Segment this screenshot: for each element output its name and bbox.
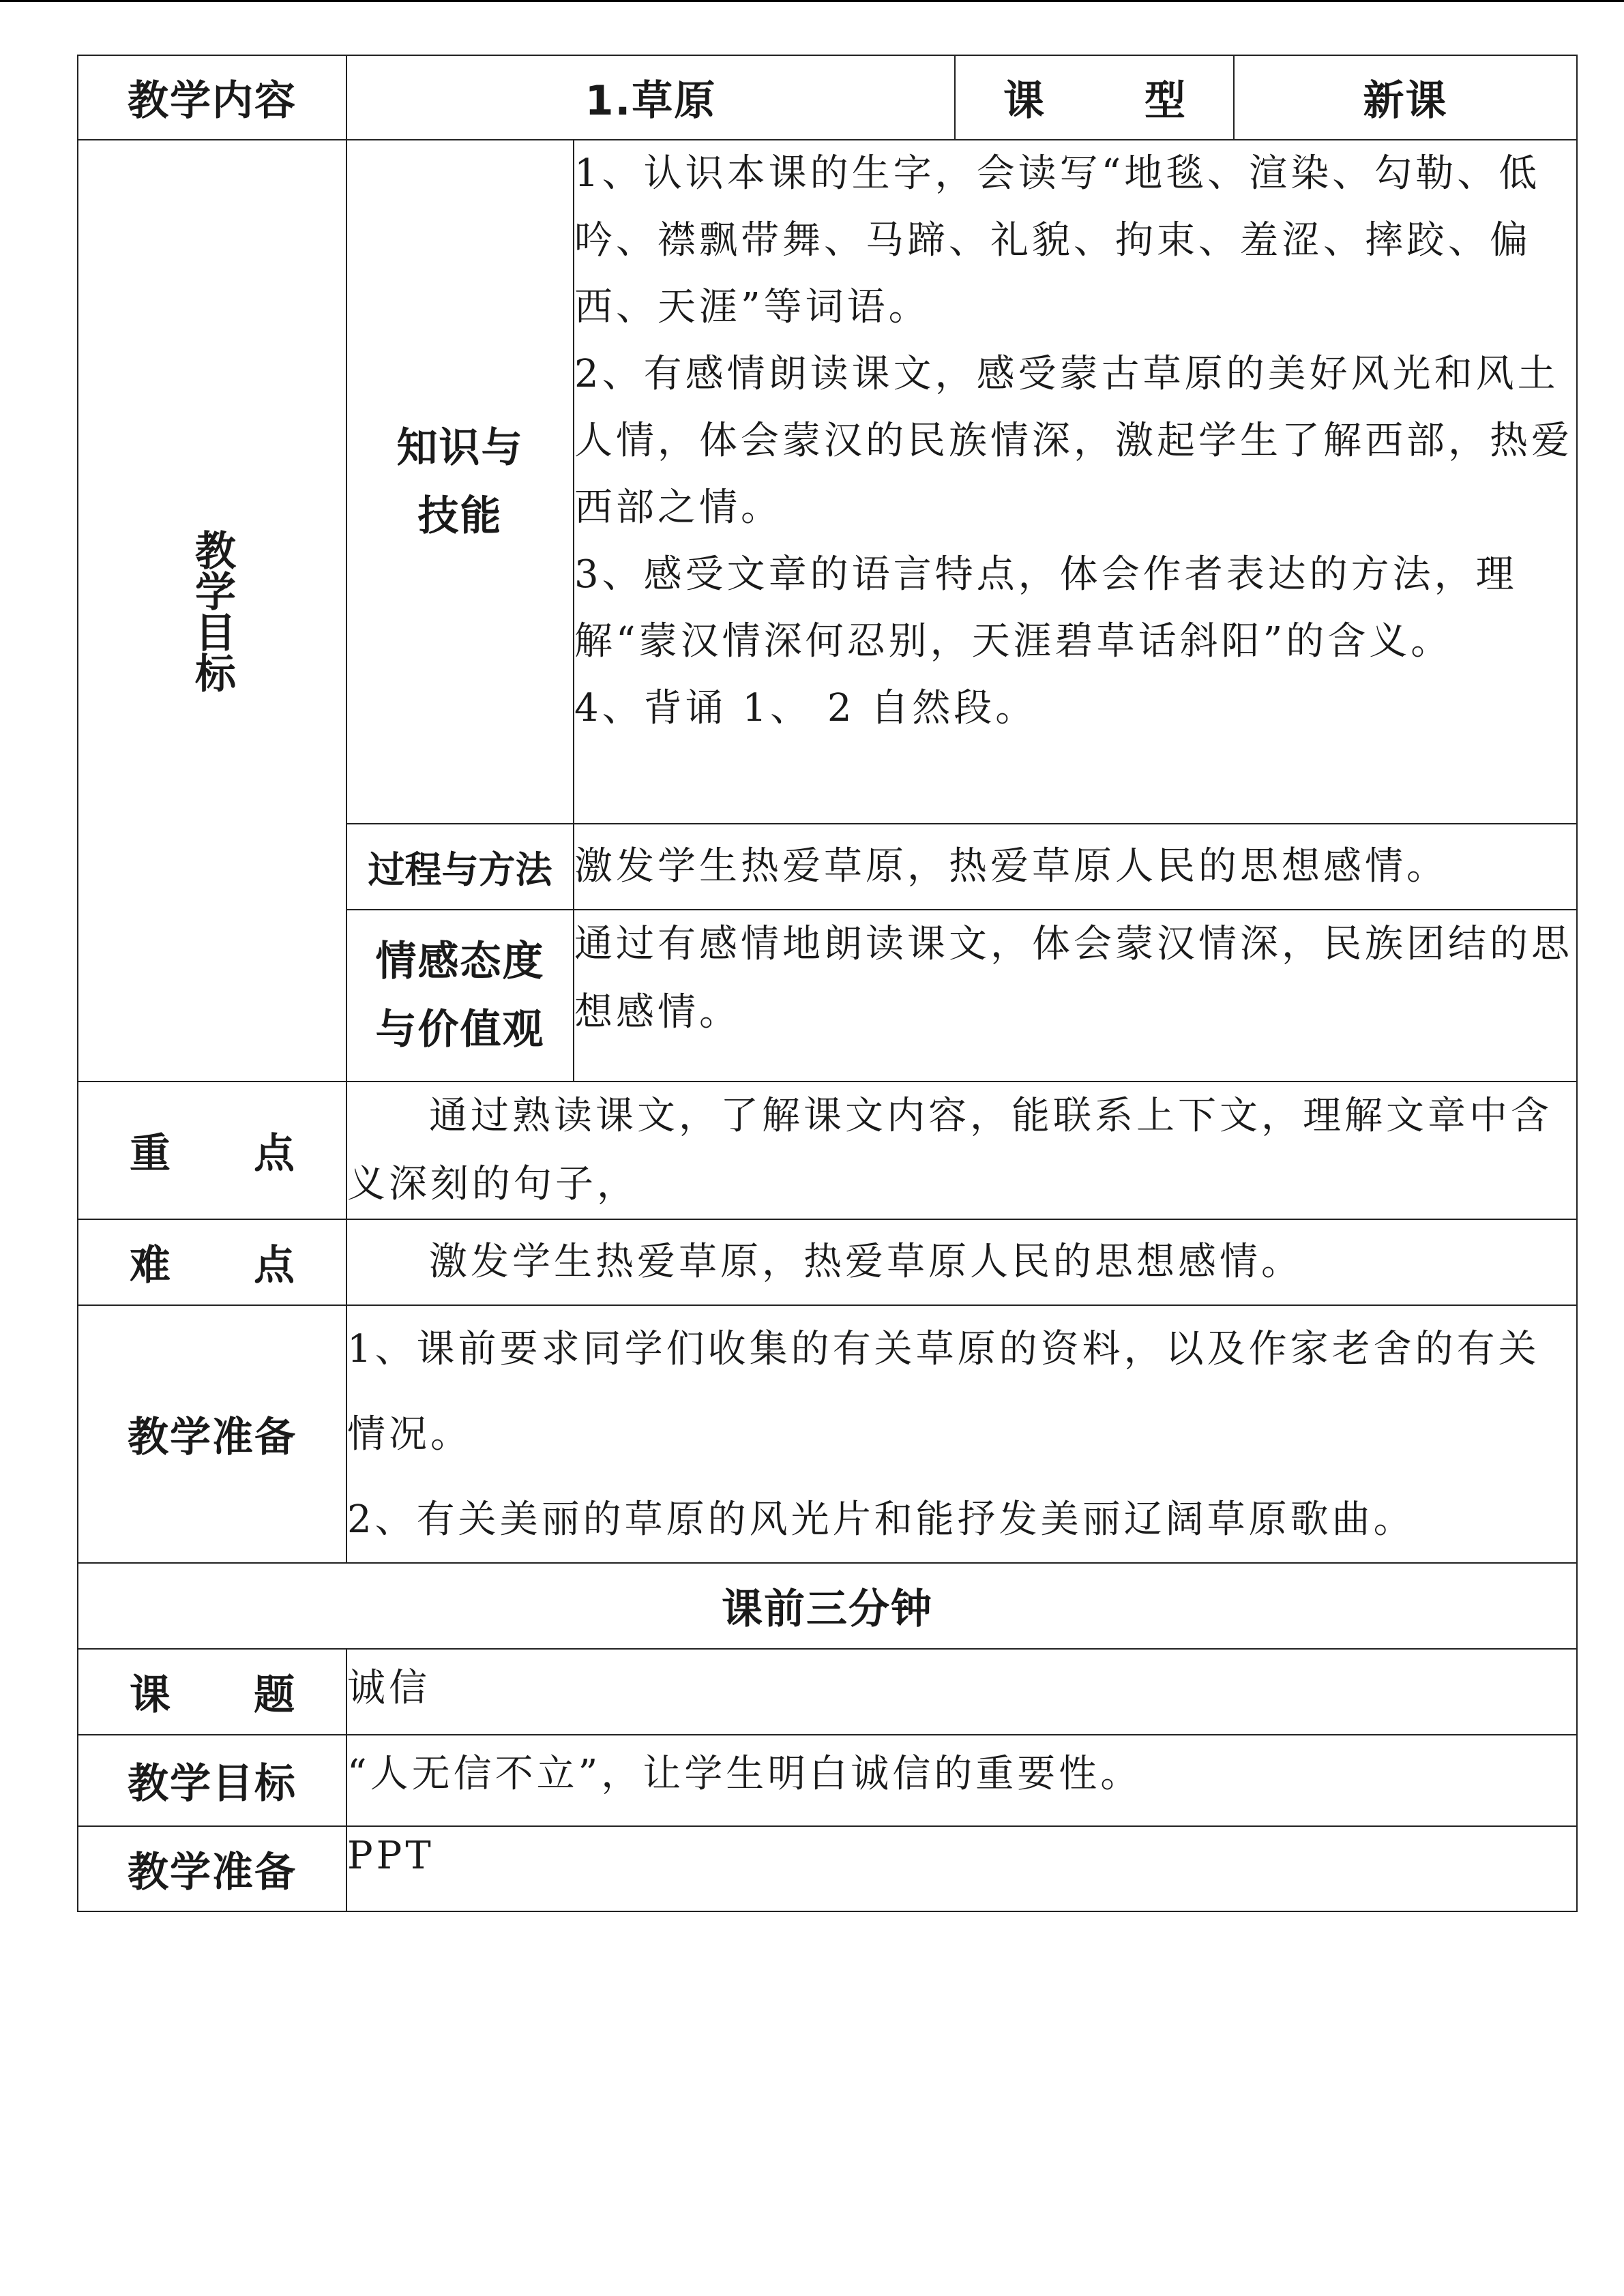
emotion-label-line-2: 与价值观 [375, 1006, 545, 1054]
emotion-text: 通过有感情地朗读课文，体会蒙汉情深，民族团结的思想感情。 [574, 910, 1577, 1082]
key-point-label-char-1: 重 [130, 1130, 171, 1178]
pre-class-title: 课前三分钟 [78, 1563, 1577, 1649]
pre-class-goal-row [78, 1735, 1577, 1826]
preparation-text [346, 1305, 1577, 1563]
pre-class-goal-value: “人无信不立”，让学生明白诚信的重要性。 [346, 1735, 1577, 1826]
preparation-row [78, 1305, 1577, 1563]
knowledge-row [78, 140, 1577, 824]
preparation-item-2: 2、有关美丽的草原的风光片和能抒发美丽辽阔草原歌曲。 [347, 1497, 1415, 1542]
pre-class-title-row [78, 1563, 1577, 1649]
content-label: 教学内容 [78, 55, 346, 140]
topic-label [78, 1649, 346, 1735]
topic-value: 诚信 [346, 1649, 1577, 1735]
knowledge-item-4: 4、背诵 1、 2 自然段。 [574, 686, 1037, 730]
knowledge-item-3: 3、感受文章的语言特点，体会作者表达的方法，理解“蒙汉情深何忍别，天涯碧草话斜阳”的含义。 [574, 552, 1518, 664]
knowledge-label [346, 140, 574, 824]
topic-label-char-1: 课 [130, 1671, 171, 1719]
header-row [78, 55, 1577, 140]
knowledge-text [574, 140, 1577, 824]
type-label-char-1: 课 [1003, 77, 1045, 125]
difficulty-label-char-2: 点 [254, 1242, 295, 1289]
key-point-label-char-2: 点 [254, 1130, 295, 1178]
topic-label-char-2: 题 [254, 1671, 295, 1719]
type-label [955, 55, 1234, 140]
difficulty-label-char-1: 难 [130, 1242, 171, 1289]
topic-row [78, 1649, 1577, 1735]
emotion-label-line-1: 情感态度 [375, 938, 545, 985]
knowledge-label-line-1: 知识与 [396, 423, 524, 472]
knowledge-item-2: 2、有感情朗读课文，感受蒙古草原的美好风光和风土人情，体会蒙汉的民族情深，激起学生了解西部，热爱西部之情。 [574, 352, 1573, 530]
difficulty-label [78, 1219, 346, 1305]
preparation-label: 教学准备 [78, 1305, 346, 1563]
pre-class-goal-label: 教学目标 [78, 1735, 346, 1826]
type-label-char-2: 型 [1145, 77, 1186, 125]
difficulty-text: 激发学生热爱草原，热爱草原人民的思想感情。 [346, 1219, 1577, 1305]
objectives-label: 教学目标 [188, 528, 236, 693]
pre-class-prep-value: PPT [346, 1826, 1577, 1911]
type-value: 新课 [1234, 55, 1577, 140]
emotion-label [346, 910, 574, 1082]
knowledge-item-1: 1、认识本课的生字，会读写“地毯、渲染、勾勒、低吟、襟飘带舞、马蹄、礼貌、拘束、羞涩、摔跤、偏西、天涯”等词语。 [574, 151, 1541, 329]
key-point-row [78, 1082, 1577, 1219]
preparation-item-1: 1、课前要求同学们收集的有关草原的资料，以及作家老舍的有关情况。 [347, 1326, 1540, 1457]
key-point-label [78, 1082, 346, 1219]
difficulty-row [78, 1219, 1577, 1305]
process-label: 过程与方法 [346, 824, 574, 910]
process-text: 激发学生热爱草原，热爱草原人民的思想感情。 [574, 824, 1577, 910]
lesson-plan-table [77, 55, 1578, 1912]
objectives-label-cell [78, 140, 346, 1082]
pre-class-prep-label: 教学准备 [78, 1826, 346, 1911]
lesson-title: 1.草原 [346, 55, 955, 140]
key-point-text: 通过熟读课文，了解课文内容，能联系上下文，理解文章中含义深刻的句子， [346, 1082, 1577, 1219]
pre-class-prep-row [78, 1826, 1577, 1911]
knowledge-label-line-2: 技能 [417, 492, 503, 540]
top-border-rule [0, 0, 1624, 2]
